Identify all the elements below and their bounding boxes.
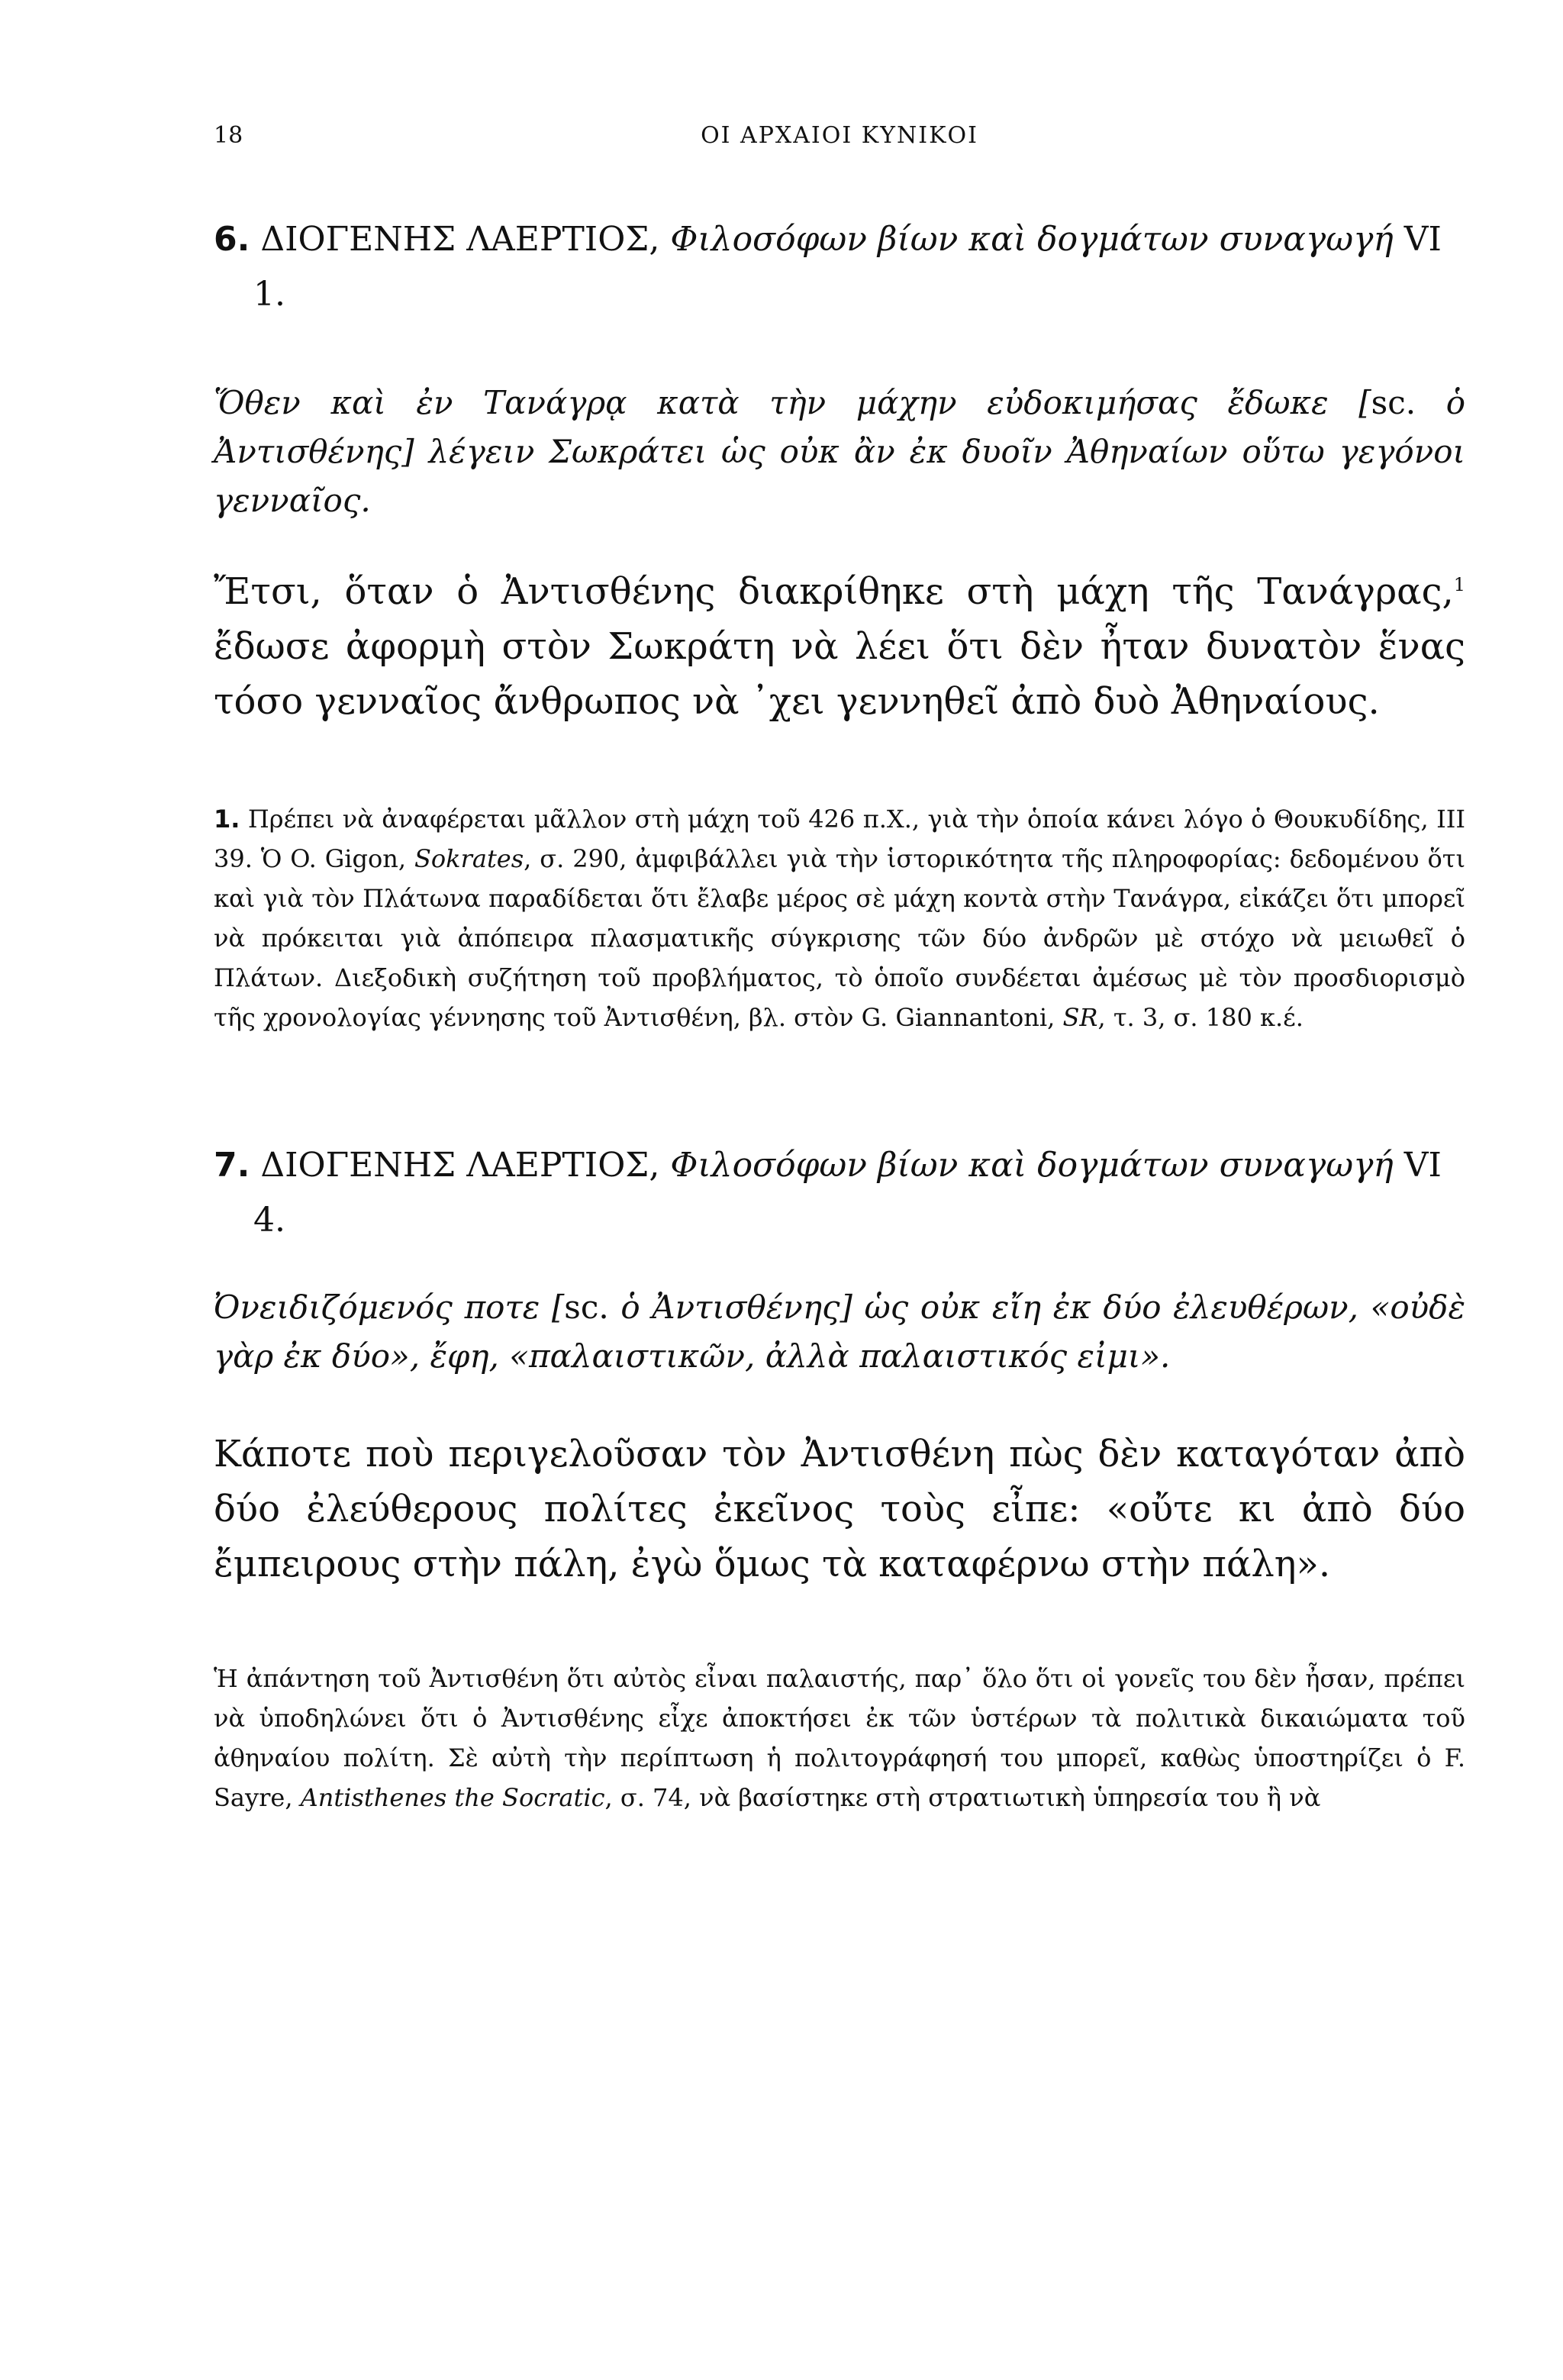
entry-heading	[214, 1138, 1465, 1248]
entry-reference: VI 1.	[253, 220, 1442, 314]
page-header	[214, 114, 1465, 176]
footnote: 1. Πρέπει νὰ ἀναφέρεται μᾶλλον στὴ μάχη τοῦ 426 π.Χ., γιὰ τὴν ὁποία κάνει λόγο ὁ Θουκυδίδης, III 39. Ὁ O. Gigon, Sokrates, σ. 290, ἀμφιβάλλει γιὰ τὴν ἱστορικότητα τῆς πληροφορίας: δεδομένου ὅτι καὶ γιὰ τὸν Πλάτωνα παραδίδεται ὅτι ἔλαβε μέρος σὲ μάχη κοντὰ στὴν Τανάγρα, εἰκάζει ὅτι μπορεῖ νὰ πρόκειται γιὰ ἀπόπειρα πλασματικῆς σύγκρισης τῶν δύο ἀνδρῶν μὲ στόχο νὰ μειωθεῖ ὁ Πλάτων. Διεξοδικὴ συζήτηση τοῦ προβλήματος, τὸ ὁποῖο συνδέεται ἀμέσως μὲ τὸν προσδιορισμὸ τῆς χρονολογίας γέννησης τοῦ Ἀντισθένη, βλ. στὸν G. Giannantoni, SR, τ. 3, σ. 180 κ.έ.	[214, 805, 1466, 1032]
entry-number: 7.	[214, 1146, 250, 1185]
book-page	[214, 114, 1465, 1817]
footnote-number: 1.	[214, 805, 240, 834]
commentary-note: Ἡ ἀπάντηση τοῦ Ἀντισθένη ὅτι αὐτὸς εἶναι παλαιστής, παρ᾿ ὅλο ὅτι οἱ γονεῖς του δὲν ἦσαν, πρέπει νὰ ὑποδηλώνει ὅτι ὁ Ἀντισθένης εἶχε ἀποκτήσει ἐκ τῶν ὑστέρων τὰ πολιτικὰ δικαιώματα τοῦ ἀθηναίου πολίτη. Σὲ αὐτὴ τὴν περίπτωση ἡ πολιτογράφησή του μπορεῖ, καθὼς ὑποστηρίζει ὁ F. Sayre, Antisthenes the Socratic, σ. 74, νὰ βασίστηκε στὴ στρατιωτικὴ ὑπηρεσία του ἢ νὰ	[214, 1664, 1465, 1812]
entry-author: ΔΙΟΓΕΝΗΣ ΛΑΕΡΤΙΟΣ,	[260, 220, 660, 259]
footnote-marker: 1	[1453, 574, 1465, 595]
greek-source-text: Ὀνειδιζόμενός ποτε [sc. ὁ Ἀντισθένης] ὡς οὐκ εἴη ἐκ δύο ἐλευθέρων, «οὐδὲ γὰρ ἐκ δύο», ἔφη, «παλαιστικῶν, ἀλλὰ παλαιστικός εἰμι».	[214, 1288, 1465, 1375]
entry-heading	[214, 212, 1465, 322]
entry-reference: VI 4.	[253, 1146, 1442, 1240]
translation-text: Ἔτσι, ὅταν ὁ Ἀντισθένης διακρίθηκε στὴ μάχη τῆς Τανάγρας,$^1$ ἔδωσε ἀφορμὴ στὸν Σωκράτη νὰ λέει ὅτι δὲν ἦταν δυνατὸν ἕνας τόσο γενναῖος ἄνθρωπος νὰ ᾿χει γεννηθεῖ ἀπὸ δυὸ Ἀθηναίους.	[214, 570, 1465, 723]
running-title: ΟΙ ΑΡΧΑΙΟΙ ΚΥΝΙΚΟΙ	[701, 122, 978, 149]
entry-number: 6.	[214, 220, 250, 259]
page-number: 18	[214, 122, 243, 149]
entry-work-title: Φιλοσόφων βίων καὶ δογμάτων συναγωγή	[670, 220, 1394, 259]
entry-work-title: Φιλοσόφων βίων καὶ δογμάτων συναγωγή	[670, 1146, 1394, 1185]
translation-text: Κάποτε ποὺ περιγελοῦσαν τὸν Ἀντισθένη πὼς δὲν καταγόταν ἀπὸ δύο ἐλεύθερους πολίτες ἐκεῖνος τοὺς εἶπε: «οὔτε κι ἀπὸ δύο ἔμπειρους στὴν πάλη, ἐγὼ ὅμως τὰ καταφέρνω στὴν πάλη».	[214, 1433, 1465, 1585]
entry-author: ΔΙΟΓΕΝΗΣ ΛΑΕΡΤΙΟΣ,	[260, 1146, 660, 1185]
greek-source-text: Ὅθεν καὶ ἐν Τανάγρᾳ κατὰ τὴν μάχην εὐδοκιμήσας ἔδωκε [sc. ὁ Ἀντισθένης] λέγειν Σωκράτει ὡς οὐκ ἂν ἐκ δυοῖν Ἀθηναίων οὕτω γεγόνοι γενναῖος.	[214, 384, 1465, 519]
